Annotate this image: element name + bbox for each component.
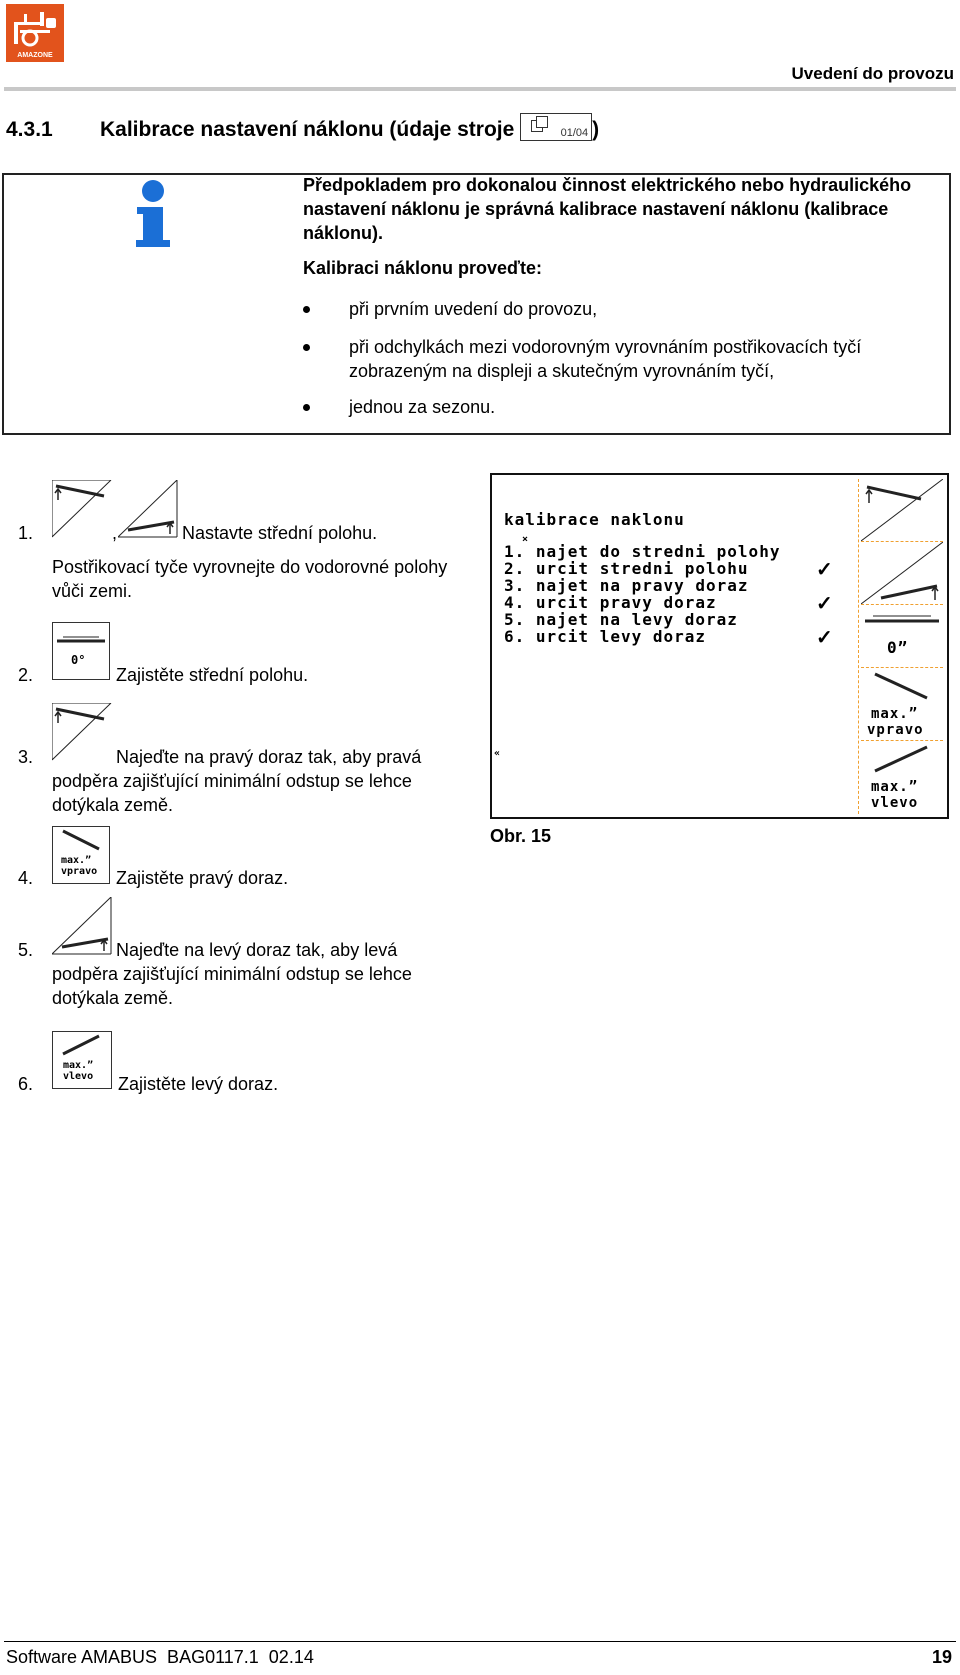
icon-text: vlevo (63, 1071, 94, 1082)
screen-title: kalibrace naklonu (504, 510, 685, 529)
screen-line: 1. najet do stredni polohy (504, 542, 781, 561)
softkey-lift-left[interactable] (861, 479, 943, 542)
note-subheading: Kalibraci náklonu proveďte: (303, 258, 542, 278)
cursor-mark: × (522, 534, 530, 545)
step-text: Zajistěte pravý doraz. (116, 868, 289, 888)
icon-text: max.” (61, 855, 92, 866)
step-separator: , (112, 523, 118, 543)
screen-line: 5. najet na levy doraz (504, 610, 738, 629)
section-title: Kalibrace nastavení náklonu (údaje stroje (100, 118, 515, 141)
step-number: 3. (18, 747, 34, 767)
bullet-item: při odchylkách mezi vodorovným vyrovnáním postřikovacích tyčí zobrazeným na displeji a skutečným vyrovnáním tyčí, (303, 335, 943, 383)
check-icon: ✓ (816, 559, 833, 581)
bullet-dot (303, 404, 310, 411)
softkey-lift-right[interactable] (861, 542, 943, 605)
boom-lift-right-icon (118, 480, 178, 543)
bullet-dot (303, 344, 310, 351)
header-divider (4, 87, 956, 91)
bullet-item: jednou za sezonu. (303, 395, 943, 419)
section-title-close: ) (592, 118, 600, 141)
softkey-angle-text: 0” (887, 638, 909, 657)
icon-text: max.” (63, 1060, 94, 1071)
softkey-max-right[interactable] (861, 668, 943, 741)
step-text: Nastavte střední polohu. (182, 523, 378, 543)
screen-line: 3. najet na pravy doraz (504, 576, 749, 595)
amazone-logo (6, 4, 64, 62)
icon-text: vpravo (61, 866, 98, 877)
boom-lift-left-icon (52, 480, 112, 543)
center-position-icon (52, 622, 110, 680)
screen-line: 6. urcit levy doraz (504, 627, 707, 646)
screen-line: 4. urcit pravy doraz (504, 593, 717, 612)
softkey-text: max.” (871, 779, 919, 795)
figure-caption: Obr. 15 (490, 826, 552, 846)
step-number: 2. (18, 665, 34, 685)
check-icon: ✓ (816, 593, 833, 615)
logo-text: AMAZONE (17, 52, 53, 59)
chapter-title: Uvedení do provozu (791, 64, 954, 83)
cursor-mark: « (494, 748, 502, 759)
bullet-item: při prvním uvedení do provozu, (303, 297, 943, 321)
note-bold-text: Předpokladem pro dokonalou činnost elektrického nebo hydraulického nastavení náklonu je správná kalibrace nastavení náklonu (kalibrace náklonu). (303, 175, 912, 243)
max-right-icon (52, 826, 110, 884)
softkey-text: max.” (871, 706, 919, 722)
screen-line: 2. urcit stredni polohu (504, 559, 749, 578)
section-number: 4.3.1 (6, 118, 53, 141)
step-number: 6. (18, 1074, 34, 1094)
step-number: 1. (18, 523, 34, 543)
step-number: 4. (18, 868, 34, 888)
softkey-text: vlevo (871, 795, 919, 811)
step-text: Zajistěte střední polohu. (116, 665, 309, 685)
step-number: 5. (18, 940, 34, 960)
step-text: Najeďte na pravý doraz tak, aby pravá podpěra zajišťující minimální odstup se lehce dotýkala země. (52, 747, 422, 815)
softkey-max-left[interactable] (861, 741, 943, 813)
section-heading (6, 113, 599, 142)
softkey-text: vpravo (867, 722, 924, 738)
terminal-screen (490, 473, 949, 819)
step-text: Najeďte na levý doraz tak, aby levá podpěra zajišťující minimální odstup se lehce dotýkala země. (52, 940, 412, 1008)
softkey-center[interactable] (861, 605, 943, 668)
step-text: Zajistěte levý doraz. (118, 1074, 279, 1094)
step-text-secondary: Postřikovací tyče vyrovnejte do vodorovné polohy vůči zemi. (52, 557, 448, 601)
footer-divider (4, 1641, 956, 1642)
max-left-icon (52, 1031, 112, 1089)
softkey-column (858, 479, 945, 814)
footer-document-id: Software AMABUS BAG0117.1 02.14 (6, 1647, 314, 1667)
icon-angle-text: 0° (71, 653, 86, 667)
machine-data-icon: 01/04 (520, 113, 592, 141)
info-icon (133, 177, 173, 249)
check-icon: ✓ (816, 627, 833, 649)
bullet-dot (303, 306, 310, 313)
page-number: 19 (931, 1647, 952, 1667)
